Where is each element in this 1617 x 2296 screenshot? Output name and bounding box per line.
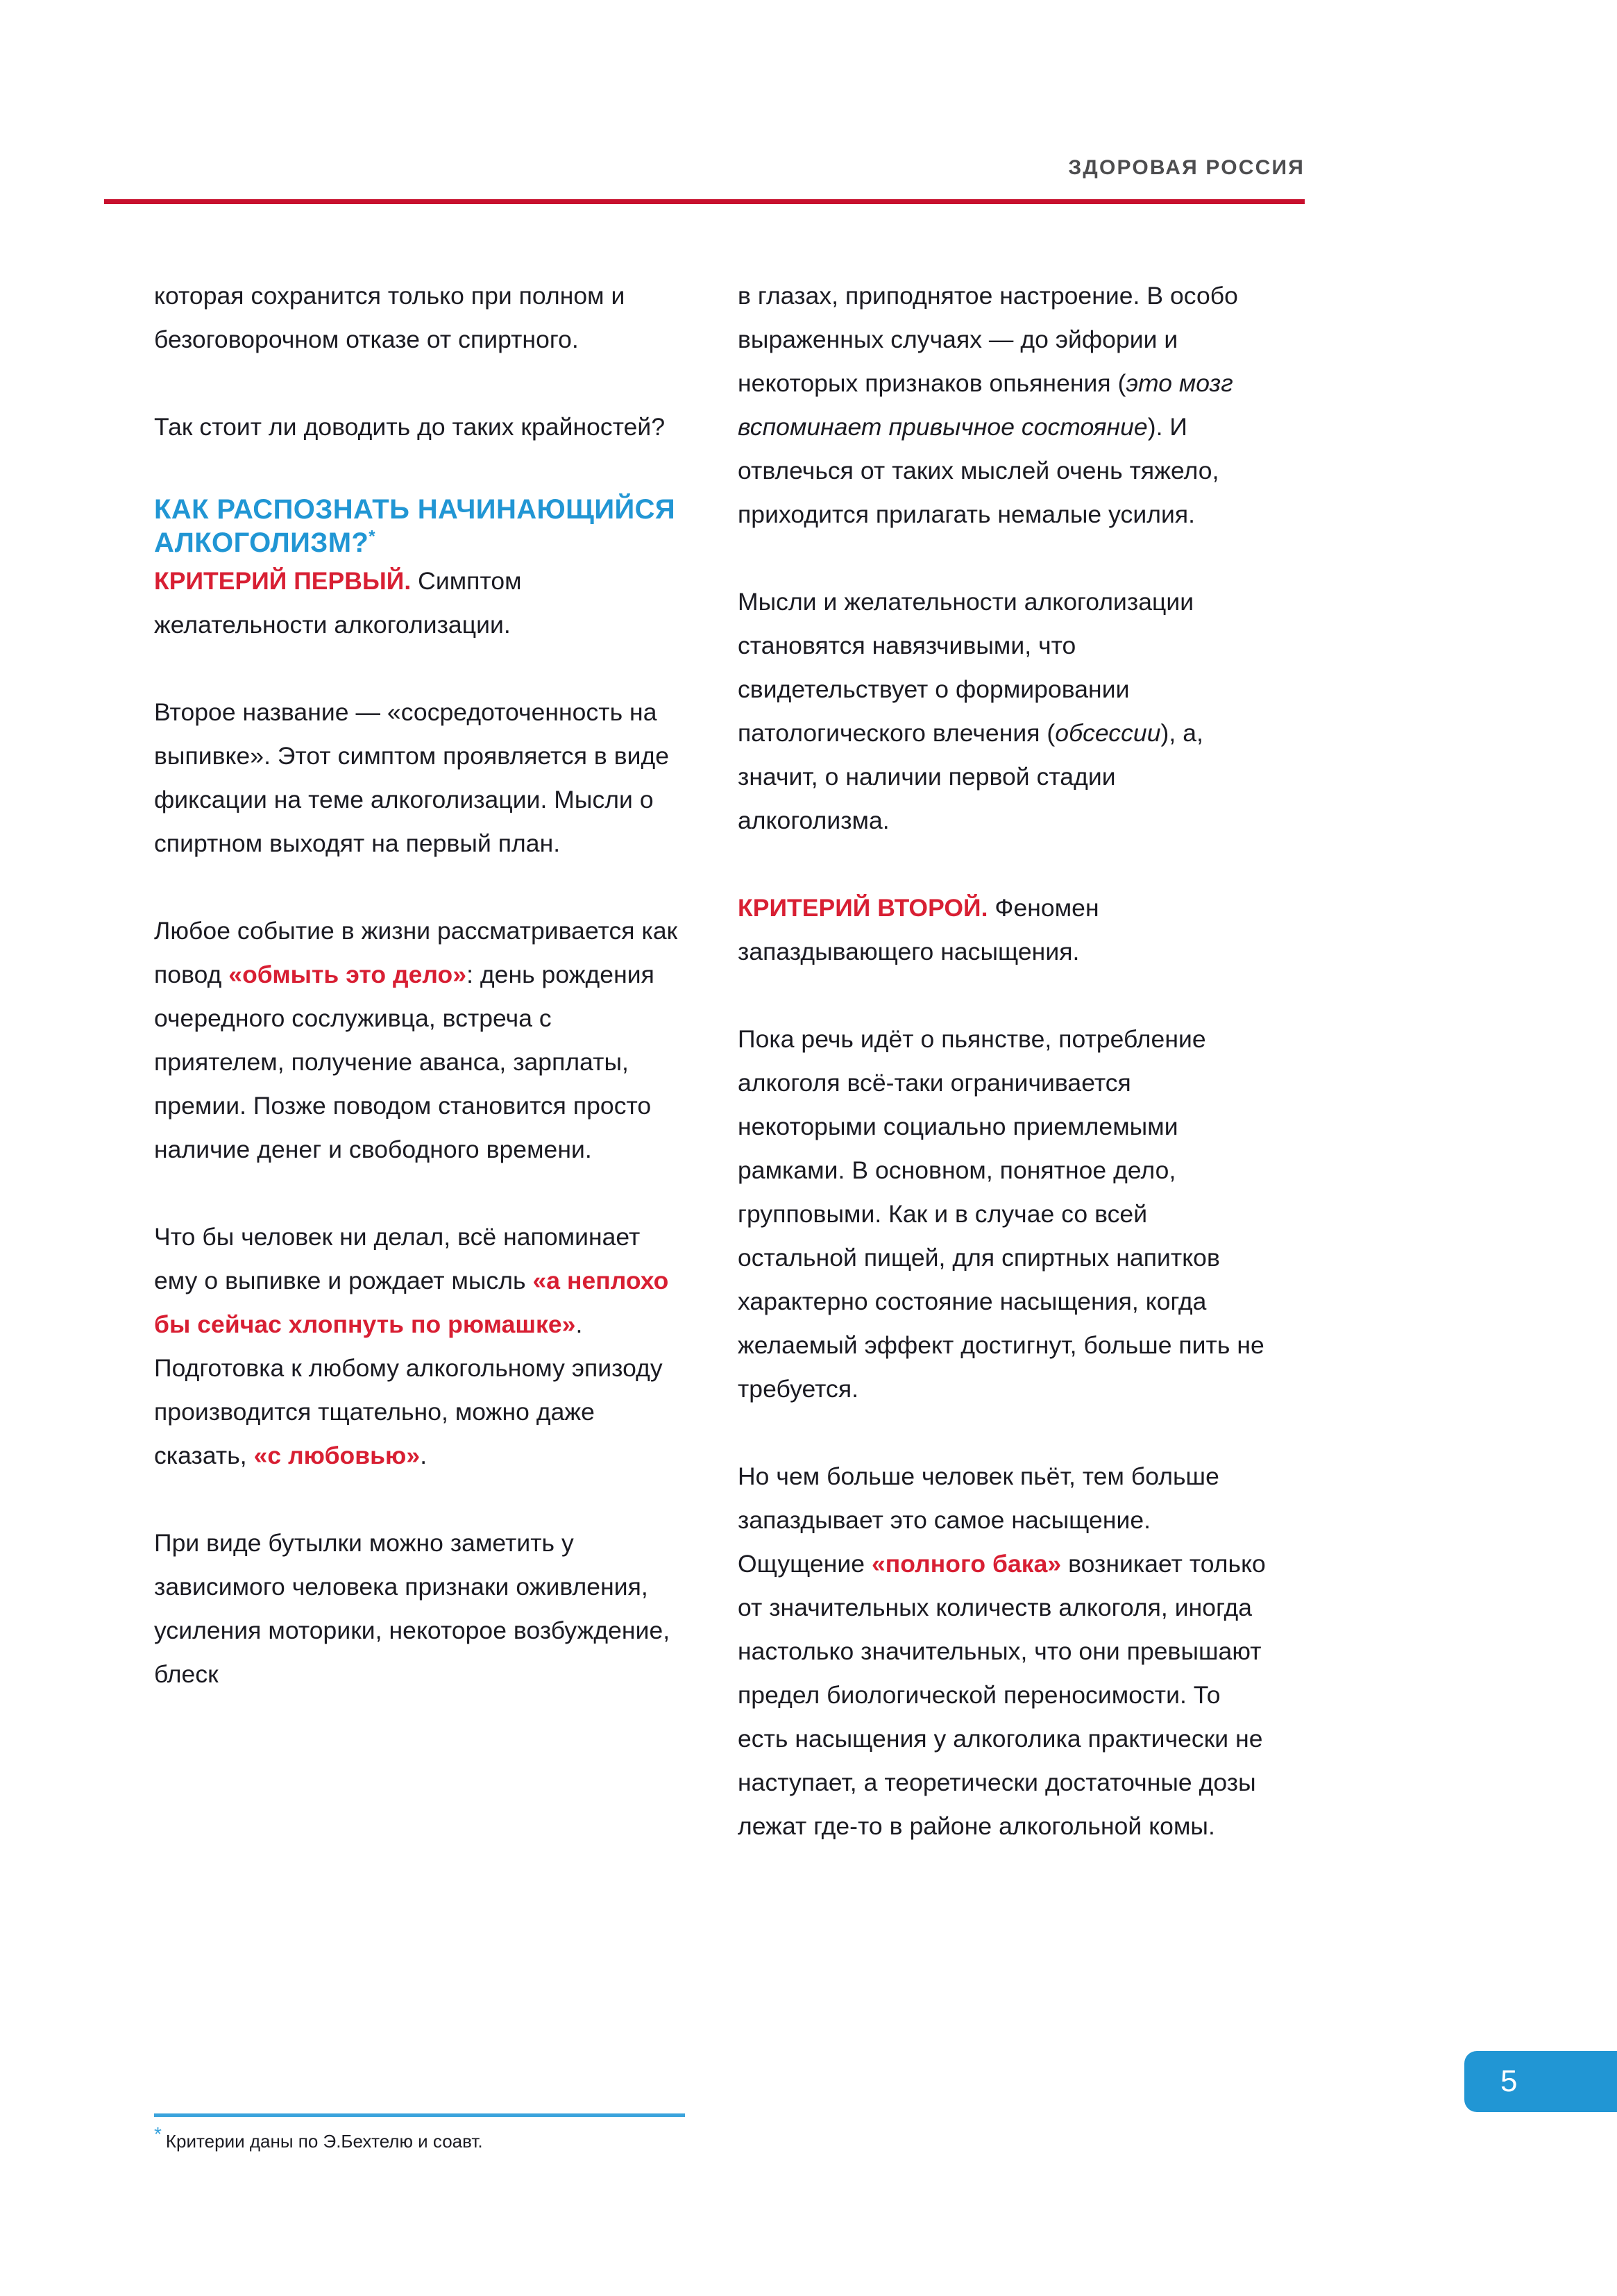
paragraph-left-1: которая сохранится только при полном и безоговорочном отказе от спиртного. xyxy=(154,282,625,353)
criterion-first-text: Симптом желательности алкоголизации. xyxy=(154,567,522,639)
left-column xyxy=(154,274,688,1696)
paragraph-right-2 xyxy=(738,580,1272,843)
paragraph-left-4 xyxy=(154,909,688,1172)
header-red-rule xyxy=(104,199,1305,204)
italic-note-brain-remembers: это мозг вспоминает привычное состояние xyxy=(738,369,1233,441)
section-heading xyxy=(154,493,688,559)
paragraph-left-4-part-a: Любое событие в жизни рассматривается как повод xyxy=(154,917,678,988)
paragraph-left-5 xyxy=(154,1215,688,1478)
paragraph-left-5-part-a: Что бы человек ни делал, всё напоминает ему о выпивке и рождает мысль xyxy=(154,1223,641,1294)
right-column xyxy=(738,274,1272,1848)
section-heading-footnote-marker: * xyxy=(369,527,376,546)
paragraph-left-3: Второе название — «сосредоточенность на выпивке». Этот симптом проявляется в виде фиксации на теме алкоголизации. Мысли о спиртном выходят на первый план. xyxy=(154,698,670,857)
quote-obmyt-eto-delo: «обмыть это дело» xyxy=(228,961,467,988)
footnote xyxy=(154,2123,917,2153)
header-title: ЗДОРОВАЯ РОССИЯ xyxy=(1068,156,1305,179)
criterion-second-text: Феномен запаздывающего насыщения. xyxy=(738,894,1099,965)
paragraph-right-2-part-a: Мысли и желательности алкоголизации становятся навязчивыми, что свидетельствует о формировании патологического влечения ( xyxy=(738,588,1194,747)
paragraph-right-4 xyxy=(738,1455,1272,1848)
quote-s-lyubovyu: «с любовью» xyxy=(253,1442,421,1469)
paragraph-right-3: Пока речь идёт о пьянстве, потребление алкоголя всё-таки ограничивается некоторыми социально приемлемыми рамками. В основном, понятное дело, групповыми. Как и в случае со всей остальной пищей, для спиртных напитков характерно состояние насыщения, когда желаемый эффект достигнут, больше пить не требуется. xyxy=(738,1025,1264,1403)
criterion-first-label: КРИТЕРИЙ ПЕРВЫЙ. xyxy=(154,567,412,595)
footnote-marker-icon: * xyxy=(154,2123,162,2145)
paragraph-right-1 xyxy=(738,274,1272,537)
paragraph-left-2: Так стоит ли доводить до таких крайностей? xyxy=(154,413,666,441)
criterion-second-label: КРИТЕРИЙ ВТОРОЙ. xyxy=(738,894,988,922)
footnote-text: Критерии даны по Э.Бехтелю и соавт. xyxy=(165,2131,483,2152)
paragraph-right-4-part-b: возникает только от значительных количеств алкоголя, иногда настолько значительных, что они превышают предел биологической переносимости. То есть насыщения у алкоголика практически не наступает, а теоретически достаточные дозы лежат где-то в районе алкогольной комы. xyxy=(738,1550,1266,1840)
paragraph-left-5-part-b: . Подготовка к любому алкогольному эпизоду производится тщательно, можно даже сказать, xyxy=(154,1310,663,1469)
criterion-first-lead xyxy=(154,559,688,647)
quote-hlopnut-po-ryumashke: «а неплохо бы сейчас хлопнуть по рюмашке» xyxy=(154,1267,669,1338)
paragraph-left-6: При виде бутылки можно заметить у зависимого человека признаки оживления, усиления моторики, некоторое возбуждение, блеск xyxy=(154,1529,670,1688)
paragraph-right-1-part-b: ). И отвлечься от таких мыслей очень тяжело, приходится прилагать немалые усилия. xyxy=(738,413,1219,528)
section-heading-text: КАК РАСПОЗНАТЬ НАЧИНАЮЩИЙСЯ АЛКОГОЛИЗМ? xyxy=(154,494,676,558)
quote-polnogo-baka: «полного бака» xyxy=(872,1550,1062,1578)
italic-term-obsessii: обсессии xyxy=(1055,719,1161,747)
page-number-badge: 5 xyxy=(1464,2051,1617,2112)
paragraph-left-4-part-b: : день рождения очередного сослуживца, встреча с приятелем, получение аванса, зарплаты, премии. Позже поводом становится просто наличие денег и свободного времени. xyxy=(154,961,654,1163)
paragraph-left-5-part-c: . xyxy=(420,1442,427,1469)
paragraph-right-2-part-b: ), а, значит, о наличии первой стадии алкоголизма. xyxy=(738,719,1203,834)
footnote-separator-rule xyxy=(154,2113,685,2117)
criterion-second-lead xyxy=(738,886,1272,974)
paragraph-right-1-part-a: в глазах, приподнятое настроение. В особо выраженных случаях — до эйфории и некоторых признаков опьянения ( xyxy=(738,282,1238,397)
page-header xyxy=(104,156,1305,205)
paragraph-right-4-part-a: Но чем больше человек пьёт, тем больше запаздывает это самое насыщение. Ощущение xyxy=(738,1462,1219,1578)
